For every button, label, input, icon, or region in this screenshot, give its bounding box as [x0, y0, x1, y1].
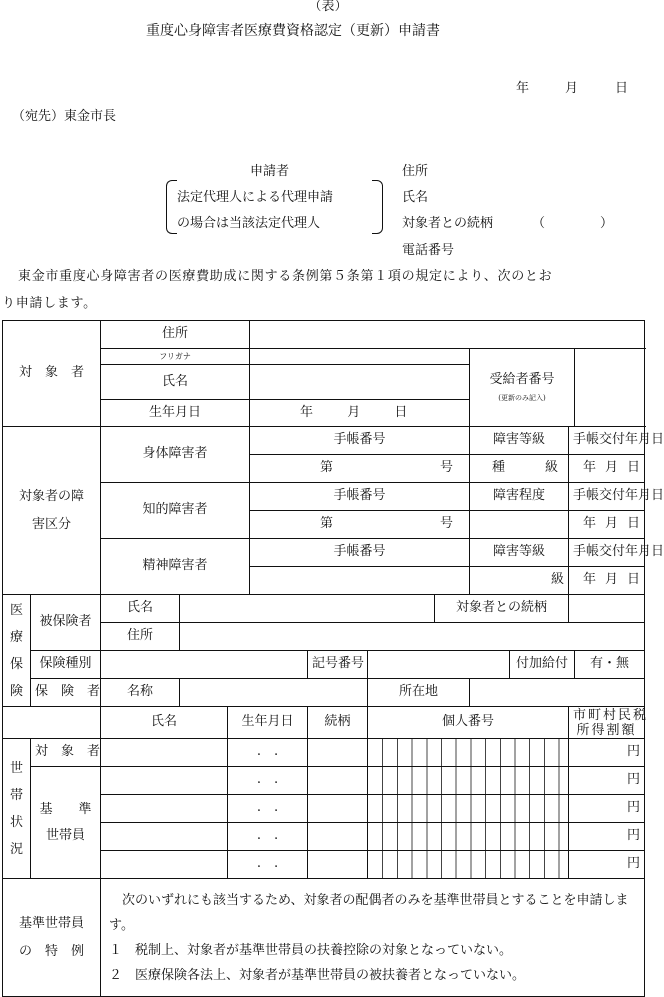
household-tax-header: 市町村民税 所得割額: [569, 707, 645, 739]
intellectual-degree-field[interactable]: [470, 511, 569, 539]
right-bracket: [372, 180, 383, 234]
insurer-location-field[interactable]: [470, 679, 645, 707]
household-target-label: 対 象 者: [31, 739, 101, 767]
household-target-personal-number-field[interactable]: [368, 739, 569, 767]
base-member-3-tax-field[interactable]: 円: [569, 823, 645, 851]
base-member-4-tax-field[interactable]: 円: [569, 851, 645, 879]
target-furigana-label: フリガナ: [101, 349, 250, 365]
applicant-label: 申請者: [250, 164, 290, 179]
household-header-blank: [3, 707, 101, 739]
symbol-number-label: 記号番号: [308, 651, 368, 679]
relation-close-paren: ）: [600, 216, 614, 231]
physical-issue-date-label: 手帳交付年月日: [569, 427, 645, 455]
recipient-number-title: 受給者番号: [489, 372, 555, 387]
target-birthdate-label: 生年月日: [101, 400, 250, 427]
target-address-label: 住所: [101, 321, 250, 349]
form-title: 重度心身障害者医療費資格認定（更新）申請書: [146, 23, 440, 39]
recipient-number-note: (更新のみ記入): [498, 393, 546, 402]
special-case-statement: 次のいずれにも該当するため、対象者の配偶者のみを基準世帯員とすることを申請します。: [109, 892, 629, 933]
insurer-name-label: 名称: [101, 679, 180, 707]
applicant-phone-label: 電話番号: [402, 243, 455, 258]
base-member-4-birthdate-field[interactable]: . .: [228, 851, 308, 879]
intellectual-degree-label: 障害程度: [470, 483, 569, 511]
addressee: （宛先）東金市長: [12, 109, 117, 124]
target-address-field[interactable]: [250, 321, 645, 349]
applicant-relation-label: 対象者との続柄: [402, 216, 494, 231]
special-case-item-2: ２ 医療保険各法上、対象者が基準世帯員の被扶養者となっていない。: [109, 967, 526, 983]
insurer-name-field[interactable]: [180, 679, 368, 707]
mental-issue-date-label: 手帳交付年月日: [569, 539, 645, 567]
date-month: 月: [565, 81, 579, 96]
applicant-address-label: 住所: [402, 164, 429, 179]
intellectual-issue-date-field[interactable]: 年 月 日: [569, 511, 645, 539]
base-member-3-birthdate-field[interactable]: . .: [228, 823, 308, 851]
household-section-label: 世 帯 状 況: [3, 739, 31, 879]
mental-grade-field[interactable]: 級: [470, 567, 569, 595]
target-birthdate-field[interactable]: 年 月 日: [250, 400, 470, 427]
base-member-3-relation-field[interactable]: [308, 823, 368, 851]
special-case-item-1: １ 税制上、対象者が基準世帯員の扶養控除の対象となっていない。: [109, 942, 513, 958]
physical-disability-label: 身体障害者: [101, 427, 250, 483]
insurance-section-label: 医 療 保 険: [3, 595, 31, 707]
application-form-table: [2, 320, 664, 997]
insured-name-field[interactable]: [180, 595, 435, 623]
physical-booklet-no-label: 手帳番号: [250, 427, 470, 455]
base-member-1-birthdate-field[interactable]: . .: [228, 767, 308, 795]
disability-section-label: 対象者の障害区分: [3, 427, 101, 595]
base-member-1-relation-field[interactable]: [308, 767, 368, 795]
front-side-mark: （表）: [308, 0, 348, 14]
household-relation-header: 続柄: [308, 707, 368, 739]
base-member-1-name-field[interactable]: [101, 767, 228, 795]
base-member-1-personal-number-field[interactable]: [368, 767, 569, 795]
base-member-4-name-field[interactable]: [101, 851, 228, 879]
base-member-2-relation-field[interactable]: [308, 795, 368, 823]
target-name-field[interactable]: [250, 365, 470, 400]
mental-disability-label: 精神障害者: [101, 539, 250, 595]
base-member-3-personal-number-field[interactable]: [368, 823, 569, 851]
date-year: 年: [516, 81, 530, 96]
insured-label: 被保険者: [31, 595, 101, 651]
insured-relation-field[interactable]: [569, 595, 645, 623]
household-name-header: 氏名: [101, 707, 228, 739]
extra-benefit-choice[interactable]: 有・無: [575, 651, 645, 679]
physical-grade-field[interactable]: 種 級: [470, 455, 569, 483]
base-member-2-personal-number-field[interactable]: [368, 795, 569, 823]
intellectual-issue-date-label: 手帳交付年月日: [569, 483, 645, 511]
base-member-4-relation-field[interactable]: [308, 851, 368, 879]
insured-relation-label: 対象者との続柄: [435, 595, 569, 623]
mental-grade-label: 障害等級: [470, 539, 569, 567]
base-member-1-tax-field[interactable]: 円: [569, 767, 645, 795]
intro-line-2: り申請します。: [2, 296, 97, 311]
base-member-3-name-field[interactable]: [101, 823, 228, 851]
physical-grade-label: 障害等級: [470, 427, 569, 455]
target-furigana-field[interactable]: [250, 349, 470, 365]
insured-address-label: 住所: [101, 623, 180, 651]
mental-booklet-no-field[interactable]: [250, 567, 470, 595]
intellectual-booklet-no-field[interactable]: 第 号: [250, 511, 470, 539]
applicant-name-label: 氏名: [402, 190, 429, 205]
physical-issue-date-field[interactable]: 年 月 日: [569, 455, 645, 483]
special-case-label: 基準世帯員 の 特 例: [3, 879, 101, 997]
mental-booklet-no-label: 手帳番号: [250, 539, 470, 567]
proxy-line-2: の場合は当該法定代理人: [177, 216, 321, 231]
insurance-type-label: 保険種別: [31, 651, 101, 679]
recipient-number-label: [470, 349, 575, 427]
insured-address-field[interactable]: [180, 623, 645, 651]
base-household-member-label: 基 準 世帯員: [31, 767, 101, 879]
intellectual-disability-label: 知的障害者: [101, 483, 250, 539]
physical-booklet-no-field[interactable]: 第 号: [250, 455, 470, 483]
household-personal-number-header: 個人番号: [368, 707, 569, 739]
target-section-label: 対 象 者: [3, 321, 101, 427]
mental-issue-date-field[interactable]: 年 月 日: [569, 567, 645, 595]
base-member-2-name-field[interactable]: [101, 795, 228, 823]
household-target-tax-field[interactable]: 円: [569, 739, 645, 767]
special-case-text: [101, 879, 645, 997]
relation-open-paren: （: [532, 216, 546, 231]
base-member-2-tax-field[interactable]: 円: [569, 795, 645, 823]
household-target-birthdate-field[interactable]: . .: [228, 739, 308, 767]
household-target-relation-field[interactable]: [308, 739, 368, 767]
left-bracket: [166, 180, 177, 234]
symbol-number-field[interactable]: [368, 651, 510, 679]
insurance-type-field[interactable]: [101, 651, 308, 679]
household-birthdate-header: 生年月日: [228, 707, 308, 739]
date-day: 日: [615, 81, 629, 96]
insurer-label: 保 険 者: [31, 679, 101, 707]
intro-line-1: 東金市重度心身障害者の医療費助成に関する条例第５条第１項の規定により、次のとお: [18, 269, 553, 284]
intellectual-booklet-no-label: 手帳番号: [250, 483, 470, 511]
base-member-2-birthdate-field[interactable]: . .: [228, 795, 308, 823]
proxy-line-1: 法定代理人による代理申請: [177, 190, 334, 205]
extra-benefit-label: 付加給付: [510, 651, 575, 679]
base-member-4-personal-number-field[interactable]: [368, 851, 569, 879]
target-name-label: 氏名: [101, 365, 250, 400]
household-target-name-field[interactable]: [101, 739, 228, 767]
recipient-number-field[interactable]: [575, 349, 645, 427]
insured-name-label: 氏名: [101, 595, 180, 623]
insurer-location-label: 所在地: [368, 679, 470, 707]
